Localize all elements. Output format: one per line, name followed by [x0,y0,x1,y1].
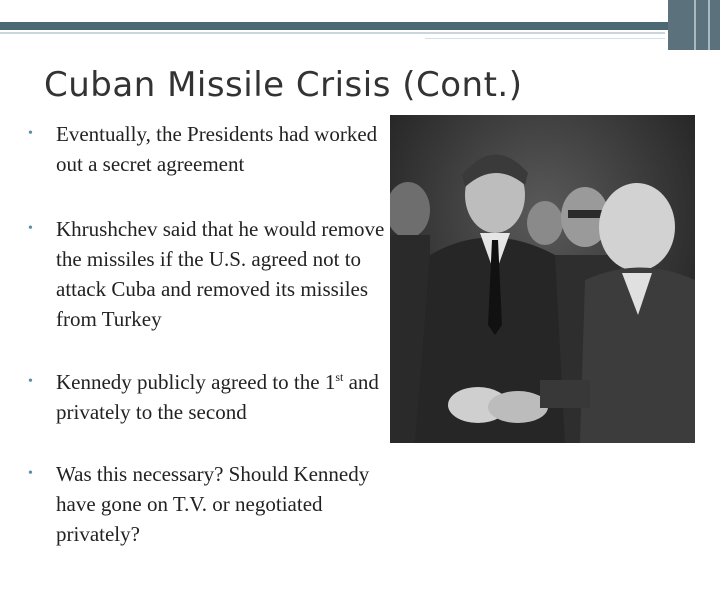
bullet-text [56,370,379,424]
corner-stripe [708,0,710,50]
header-rule [0,32,665,34]
ordinal-suffix: st [335,370,344,384]
slide-title: Cuban Missile Crisis (Cont.) [44,65,523,105]
bullet-item [24,214,394,334]
bullet-dot-icon: • [28,374,33,389]
header-rule-short [425,38,665,39]
header-corner-block [668,0,720,50]
khrushchev-sleeve [540,380,590,408]
bullet-dot-icon: • [28,466,33,481]
background-man [527,201,563,245]
bullet-text: Khrushchev said that he would remove the missiles if the U.S. agreed not to attack Cuba and removed its missiles from Turkey [56,217,385,331]
bullet-text: Eventually, the Presidents had worked out a secret agreement [56,122,378,176]
bullet-item [24,119,394,179]
corner-stripe [694,0,696,50]
handshake-hand-right [488,391,548,423]
bullet-dot-icon: • [28,221,33,236]
header-bar [0,22,690,30]
bullet-text: Was this necessary? Should Kennedy have gone on T.V. or negotiated privately? [56,462,370,546]
khrushchev-head [599,183,675,271]
bullet-item [24,367,394,427]
handshake-photo [390,115,695,443]
header-band [0,0,720,24]
glasses [568,210,602,218]
bullet-dot-icon: • [28,126,33,141]
bullet-text-post: and privately to the second [56,370,379,424]
bullet-list [24,119,394,593]
bullet-text-pre: Kennedy publicly agreed to the 1 [56,370,336,394]
handshake-photo-illustration [390,115,695,443]
bullet-item [24,459,394,549]
